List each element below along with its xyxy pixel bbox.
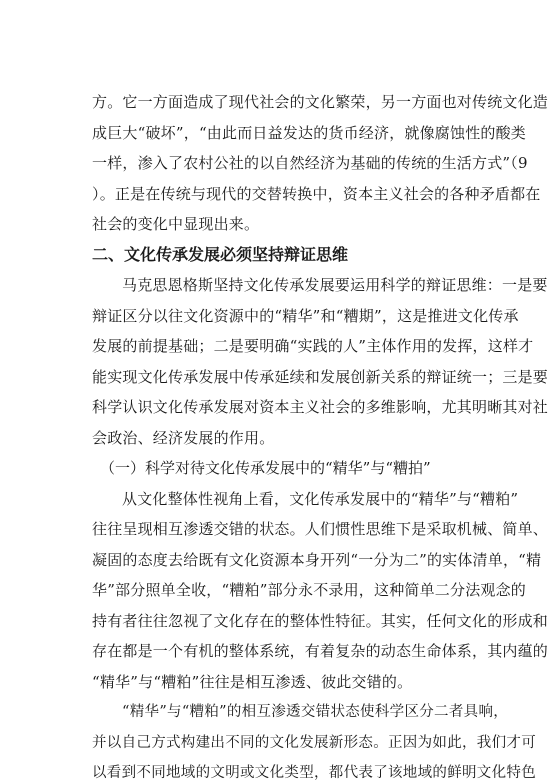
paragraph-line: 会政治、经济发展的作用。 bbox=[92, 428, 275, 447]
paragraph-line: 发展的前提基础；二是要明确“实践的人”主体作用的发挥，这样才 bbox=[92, 337, 534, 355]
paragraph-line: 成巨大“破坏”，“由此而日益发达的货币经济，就像腐蚀性的酸类 bbox=[92, 123, 527, 142]
paragraph-line: “精华”与“糟粕”往往是相互渗透、彼此交错的。 bbox=[92, 672, 413, 691]
paragraph-line: 能实现文化传承发展中传承延续和发展创新关系的辩证统一；三是要 bbox=[92, 367, 548, 386]
paragraph-line: 方。它一方面造成了现代社会的文化繁荣，另一方面也对传统文化造 bbox=[92, 93, 548, 111]
paragraph-line: 并以自己方式构建出不同的文化发展新形态。正因为如此，我们才可 bbox=[92, 734, 536, 751]
paragraph-line: 持有者往往忽视了文化存在的整体性特征。其实，任何文化的形成和 bbox=[92, 611, 548, 630]
paragraph-line: ）。正是在传统与现代的交替转换中，资本主义社会的各种矛盾都在 bbox=[92, 184, 541, 203]
paragraph-line: 辩证区分以往文化资源中的“精华”和“糟期”，这是推进文化传承 bbox=[92, 306, 519, 325]
subsection-heading: （一）科学对待文化传承发展中的“精华”与“糟拍” bbox=[100, 459, 431, 477]
section-heading: 二、文化传承发展必须坚持辩证思维 bbox=[92, 244, 349, 264]
paragraph-line: “精华”与“糟粕”的相互渗透交错状态使科学区分二者具响， bbox=[122, 704, 509, 720]
paragraph-line: 马克思恩格斯坚持文化传承发展要运用科学的辩证思维：一是要 bbox=[122, 276, 548, 294]
paragraph-line: 科学认识文化传承发展对资本主义社会的多维影响，尤其明晰其对社 bbox=[92, 398, 548, 416]
paragraph-line: 华”部分照单全收，“糟粕”部分永不录用，这种简单二分法观念的 bbox=[92, 581, 527, 599]
paragraph-line: 从文化整体性视角上看，文化传承发展中的“精华”与“糟粕” bbox=[122, 489, 519, 508]
paragraph-line: 往往呈现相互渗透交错的状态。人们惯性思维下是采取机械、简单、 bbox=[92, 520, 548, 538]
paragraph-line: 存在都是一个有机的整体系统，有着复杂的动态生命体系，其内蕴的 bbox=[92, 642, 548, 660]
paragraph-line: 凝固的态度去给既有文化资源本身开列“一分为二”的实体清单，“精 bbox=[92, 550, 542, 569]
paragraph-line: 社会的变化中显现出来。 bbox=[92, 215, 260, 233]
paragraph-line: 以看到不同地域的文明或文化类型，都代表了该地域的鲜明文化特色 bbox=[92, 765, 536, 781]
paragraph-line: 一样，渗入了农村公社的以自然经济为基础的传统的生活方式”（9 bbox=[92, 154, 528, 172]
